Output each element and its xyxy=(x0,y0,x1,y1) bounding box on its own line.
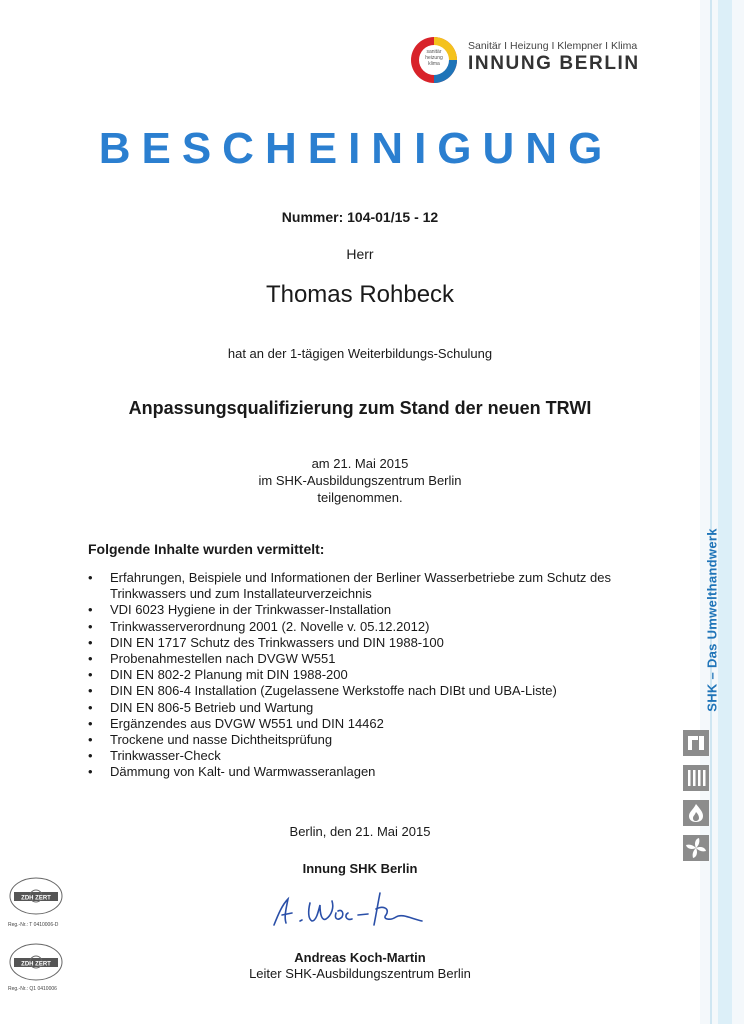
side-tagline xyxy=(692,520,732,720)
certificate-title: BESCHEINIGUNG xyxy=(98,124,614,173)
list-item: • Erfahrungen, Beispiele und Informationen der Berliner Wasserbetriebe zum Schutz des Trinkwassers und zum Installateurverzeichnis xyxy=(88,570,648,602)
radiator-icon xyxy=(683,765,709,791)
list-item: • Dämmung von Kalt- und Warmwasseranlagen xyxy=(88,764,648,780)
course-date-block xyxy=(0,455,720,506)
list-item: • Trockene und nasse Dichtheitsprüfung xyxy=(88,732,648,748)
salutation: Herr xyxy=(346,246,374,262)
participation-text: teilgenommen. xyxy=(317,490,403,505)
contents-list xyxy=(88,570,648,781)
zdh-zert-seal-icon xyxy=(8,876,64,916)
side-tagline-text: SHK – Das Umwelthandwerk xyxy=(704,528,720,712)
issuing-guild: Innung SHK Berlin xyxy=(302,861,418,876)
logo-emblem-text: sanitär heizung klima xyxy=(425,49,443,67)
zdh-zert-seal-icon xyxy=(8,942,64,982)
list-item: • Ergänzendes aus DVGW W551 und DIN 14462 xyxy=(88,716,648,732)
list-item: • DIN EN 806-4 Installation (Zugelassene Werkstoffe nach DIBt und UBA-Liste) xyxy=(88,683,648,699)
signer-name: Andreas Koch-Martin xyxy=(294,950,426,965)
logo-trades: Sanitär I Heizung I Klempner I Klima xyxy=(468,40,638,52)
recipient-name: Thomas Rohbeck xyxy=(265,281,455,308)
list-item: • VDI 6023 Hygiene in der Trinkwasser-Installation xyxy=(88,602,648,618)
handwritten-signature xyxy=(262,885,442,933)
list-item: • DIN EN 1717 Schutz des Trinkwassers und DIN 1988-100 xyxy=(88,635,648,651)
list-item: • DIN EN 802-2 Planung mit DIN 1988-200 xyxy=(88,667,648,683)
list-item: • DIN EN 806-5 Betrieb und Wartung xyxy=(88,700,648,716)
faucet-icon xyxy=(683,730,709,756)
flame-icon xyxy=(683,800,709,826)
course-location: im SHK-Ausbildungszentrum Berlin xyxy=(258,473,462,488)
certificate-number: Nummer: 104-01/15 - 12 xyxy=(281,209,439,225)
list-item: • Probenahmestellen nach DVGW W551 xyxy=(88,651,648,667)
signer-role: Leiter SHK-Ausbildungszentrum Berlin xyxy=(249,966,471,981)
intro-text: hat an der 1-tägigen Weiterbildungs-Schulung xyxy=(227,346,493,361)
list-item: • Trinkwasserverordnung 2001 (2. Novelle v. 05.12.2012) xyxy=(88,619,648,635)
seal-label: ZDH ZERT xyxy=(21,895,51,902)
innung-logo xyxy=(410,36,660,86)
logo-name: INNUNG BERLIN xyxy=(468,53,640,74)
place-and-date: Berlin, den 21. Mai 2015 xyxy=(289,824,431,839)
seal-registration: Reg.-Nr.: T 0410006-D xyxy=(8,922,59,928)
seal-registration: Reg.-Nr.: Q1 0410006 xyxy=(8,986,57,992)
contents-heading: Folgende Inhalte wurden vermittelt: xyxy=(88,541,325,557)
side-strip xyxy=(718,0,732,1024)
course-date: am 21. Mai 2015 xyxy=(311,456,409,471)
course-title: Anpassungsqualifizierung zum Stand der neuen TRWI xyxy=(128,398,592,418)
list-item: • Trinkwasser-Check xyxy=(88,748,648,764)
seal-label: ZDH ZERT xyxy=(21,961,51,968)
